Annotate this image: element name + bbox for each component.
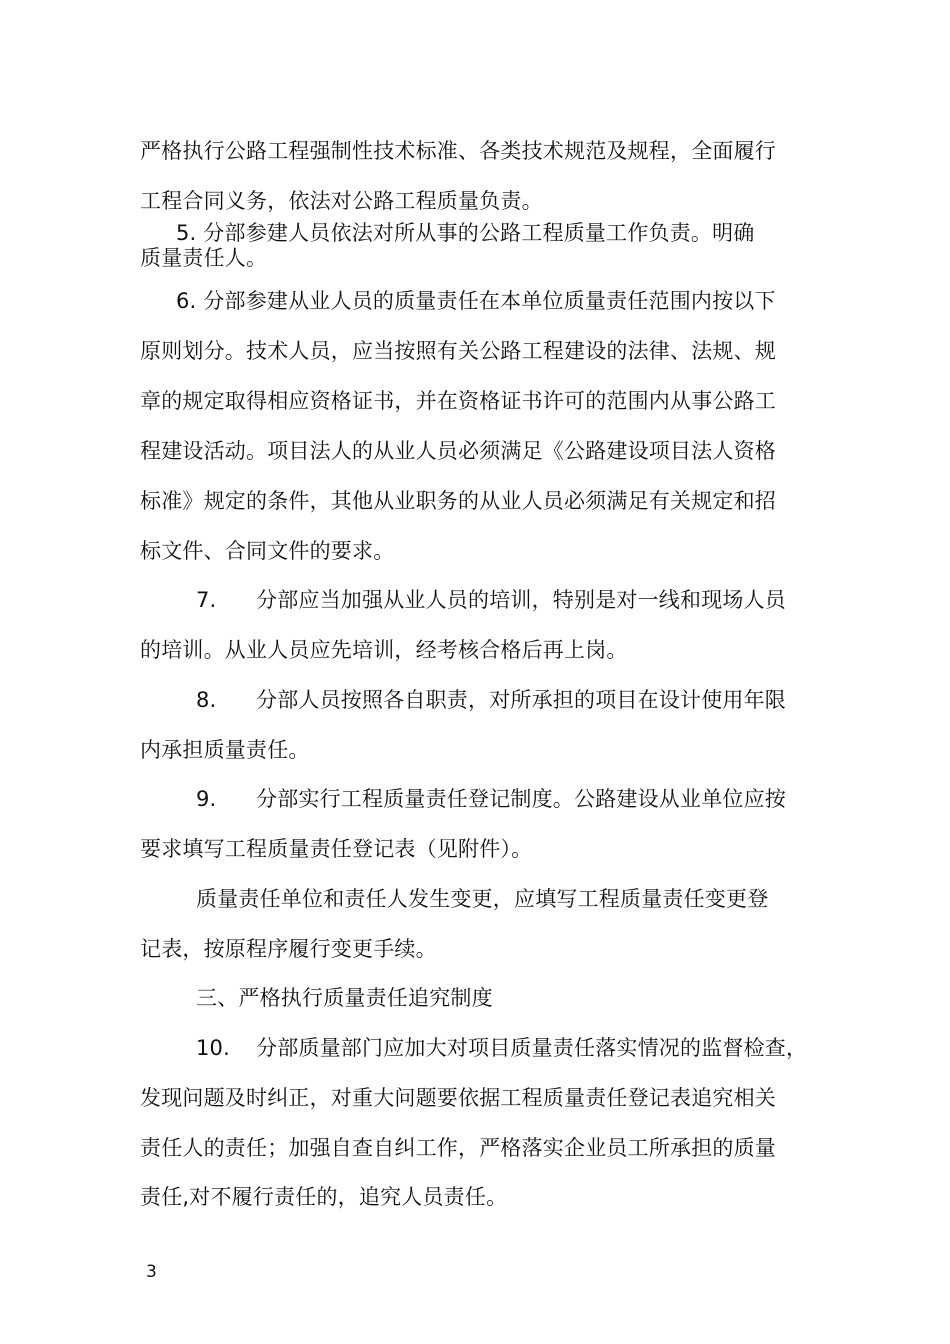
clause-number: 8.	[196, 688, 217, 712]
clause-7-line	[196, 585, 836, 615]
clause-number: 9.	[196, 787, 217, 811]
clause-number: 10.	[196, 1036, 230, 1060]
clause-number: 7.	[196, 588, 217, 612]
clause-text: 分部质量部门应加大对项目质量责任落实情况的监督检查，	[256, 1036, 808, 1060]
clause-6-line: 6. 分部参建从业人员的质量责任在本单位质量责任范围内按以下	[176, 289, 776, 313]
text-line: 标准》规定的条件，其他从业职务的从业人员必须满足有关规定和招	[140, 489, 776, 513]
text-line: 程建设活动。项目法人的从业人员必须满足《公路建设项目法人资格	[140, 439, 776, 463]
text-line: 内承担质量责任。	[140, 738, 310, 762]
clause-8-line	[196, 685, 836, 715]
text-line: 原则划分。技术人员，应当按照有关公路工程建设的法律、法规、规	[140, 339, 776, 363]
section-heading: 三、严格执行质量责任追究制度	[196, 986, 493, 1010]
clause-text: 分部应当加强从业人员的培训，特别是对一线和现场人员	[256, 588, 786, 612]
text-line: 发现问题及时纠正，对重大问题要依据工程质量责任登记表追究相关	[140, 1086, 776, 1110]
text-line: 记表，按原程序履行变更手续。	[140, 937, 437, 961]
text-line: 要求填写工程质量责任登记表（见附件）。	[140, 837, 533, 861]
clause-9-line	[196, 784, 836, 814]
clause-text: 分部人员按照各自职责，对所承担的项目在设计使用年限	[256, 688, 786, 712]
text-line: 工程合同义务，依法对公路工程质量负责。	[140, 189, 543, 213]
text-line: 标文件、合同文件的要求。	[140, 539, 395, 563]
text-line: 章的规定取得相应资格证书，并在资格证书许可的范围内从事公路工	[140, 389, 776, 413]
text-line: 责任,对不履行责任的，追究人员责任。	[140, 1185, 508, 1209]
text-line: 严格执行公路工程强制性技术标准、各类技术规范及规程，全面履行	[140, 139, 776, 163]
clause-10-line	[196, 1033, 836, 1063]
page-number: 3	[146, 1262, 157, 1282]
clause-5-line: 5. 分部参建人员依法对所从事的公路工程质量工作负责。明确	[176, 221, 755, 245]
text-line: 的培训。从业人员应先培训，经考核合格后再上岗。	[140, 638, 628, 662]
text-line: 责任人的责任；加强自查自纠工作，严格落实企业员工所承担的质量	[140, 1136, 776, 1160]
text-line: 质量责任人。	[140, 246, 268, 270]
clause-text: 分部实行工程质量责任登记制度。公路建设从业单位应按	[256, 787, 786, 811]
paragraph-line: 质量责任单位和责任人发生变更，应填写工程质量责任变更登	[196, 887, 769, 911]
